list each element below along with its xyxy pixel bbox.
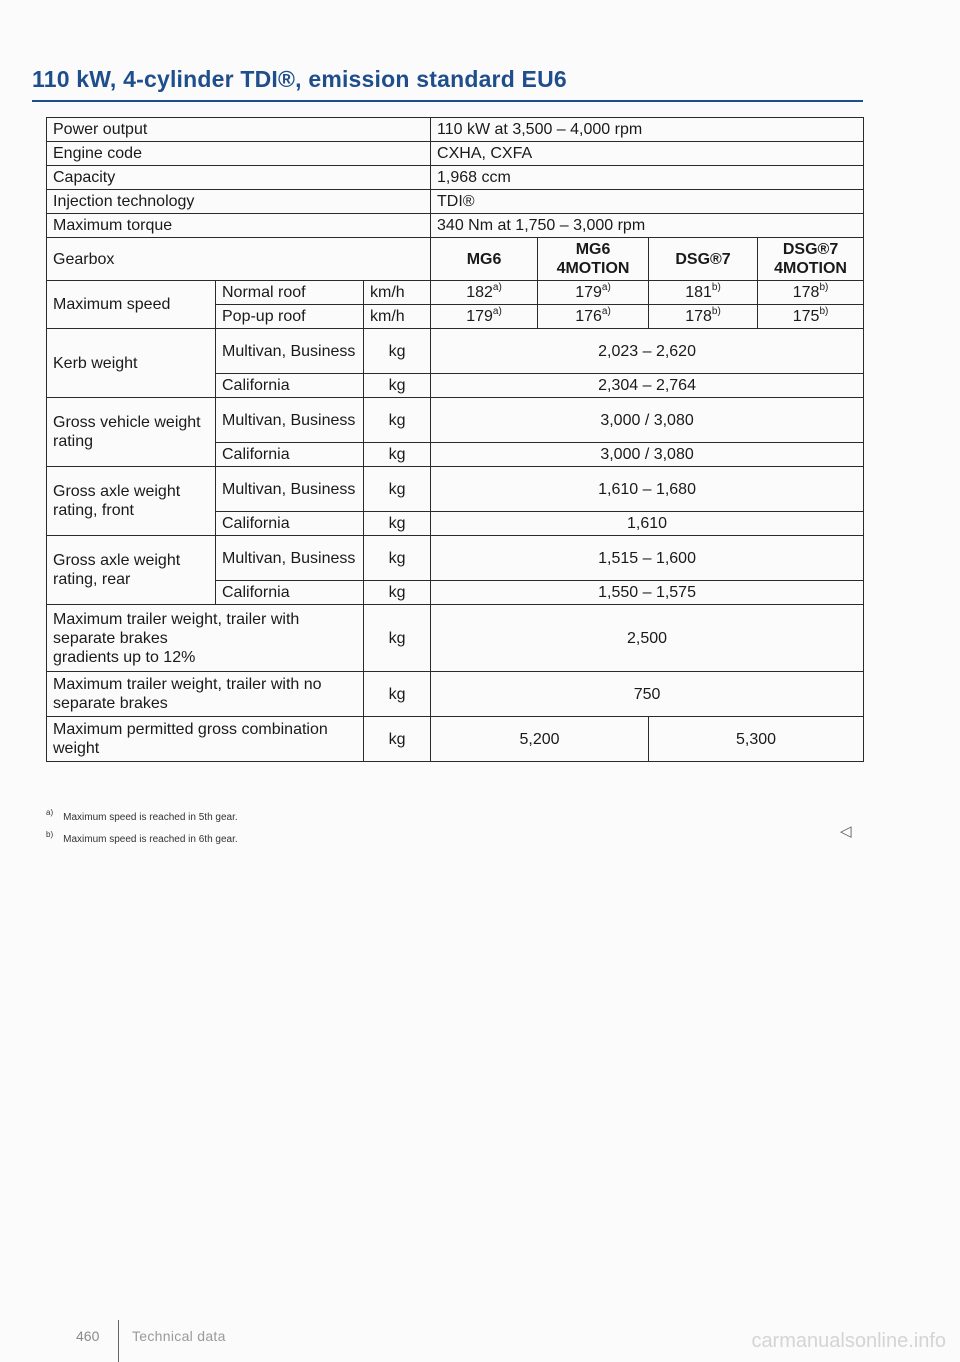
row-value: 340 Nm at 1,750 – 3,000 rpm (431, 214, 864, 238)
table-row (47, 190, 864, 214)
row-label: Maximum torque (47, 214, 431, 238)
speed-cell: 175$^{b)}$ (758, 305, 864, 329)
row-unit: kg (364, 374, 431, 398)
row-value: 110 kW at 3,500 – 4,000 rpm (431, 118, 864, 142)
row-unit: kg (364, 512, 431, 536)
row-unit: km/h (364, 305, 431, 329)
row-label: Capacity (47, 166, 431, 190)
speed-cell: 181$^{b)}$ (649, 281, 758, 305)
row-sublabel: Multivan, Business (216, 329, 364, 374)
table-row (47, 281, 864, 305)
row-sublabel: Multivan, Business (216, 398, 364, 443)
row-label: Maximum speed (47, 281, 216, 329)
table-row-gearbox (47, 238, 864, 281)
table-row (47, 398, 864, 443)
table-row (47, 214, 864, 238)
row-label: Gearbox (47, 238, 431, 281)
row-value: 3,000 / 3,080 (431, 443, 864, 467)
back-triangle-icon[interactable]: ◁ (840, 823, 852, 840)
title-rule (32, 100, 863, 102)
row-value: 2,304 – 2,764 (431, 374, 864, 398)
row-label: Gross vehicle weight rating (47, 398, 216, 467)
row-sublabel: Multivan, Business (216, 536, 364, 581)
row-value: 5,200 (431, 717, 649, 762)
row-value: 2,500 (431, 605, 864, 672)
table-row (47, 166, 864, 190)
table-row (47, 118, 864, 142)
footnote-b: $^{b)}$ Maximum speed is reached in 6th gear. (46, 829, 238, 845)
row-label: Maximum trailer weight, trailer with no separate brakes (47, 672, 364, 717)
row-unit: kg (364, 443, 431, 467)
watermark: carmanualsonline.info (751, 1330, 946, 1352)
row-label: Power output (47, 118, 431, 142)
row-unit: kg (364, 536, 431, 581)
speed-cell: 182$^{a)}$ (431, 281, 538, 305)
row-value: 1,515 – 1,600 (431, 536, 864, 581)
footnote-a: $^{a)}$ Maximum speed is reached in 5th gear. (46, 807, 238, 823)
row-label: Maximum permitted gross combination weight (47, 717, 364, 762)
section-name: Technical data (132, 1328, 226, 1344)
gearbox-col-1: MG6 (431, 238, 538, 281)
speed-cell: 176$^{a)}$ (538, 305, 649, 329)
row-sublabel: California (216, 581, 364, 605)
row-value: 1,610 (431, 512, 864, 536)
row-value: 1,610 – 1,680 (431, 467, 864, 512)
row-sublabel: Multivan, Business (216, 467, 364, 512)
speed-cell: 179$^{a)}$ (538, 281, 649, 305)
table-row (47, 536, 864, 581)
spec-table (46, 117, 864, 762)
table-row (47, 467, 864, 512)
row-unit: kg (364, 581, 431, 605)
row-unit: kg (364, 605, 431, 672)
row-sublabel: Pop-up roof (216, 305, 364, 329)
row-value: TDI® (431, 190, 864, 214)
row-unit: kg (364, 672, 431, 717)
row-label: Maximum trailer weight, trailer with separate brakes gradients up to 12% (47, 605, 364, 672)
row-label: Gross axle weight rating, rear (47, 536, 216, 605)
row-unit: kg (364, 329, 431, 374)
row-value: 5,300 (649, 717, 864, 762)
row-value: 1,968 ccm (431, 166, 864, 190)
table-row (47, 717, 864, 762)
row-unit: kg (364, 398, 431, 443)
row-label: Engine code (47, 142, 431, 166)
table-row (47, 605, 864, 672)
gearbox-col-4: DSG®7 4MOTION (758, 238, 864, 281)
row-sublabel: Normal roof (216, 281, 364, 305)
row-value: 2,023 – 2,620 (431, 329, 864, 374)
row-value: 3,000 / 3,080 (431, 398, 864, 443)
row-label: Kerb weight (47, 329, 216, 398)
page-number: 460 (76, 1328, 100, 1344)
row-sublabel: California (216, 374, 364, 398)
gearbox-col-3: DSG®7 (649, 238, 758, 281)
gearbox-col-2: MG6 4MOTION (538, 238, 649, 281)
footer-divider (118, 1320, 119, 1362)
row-unit: kg (364, 467, 431, 512)
speed-cell: 179$^{a)}$ (431, 305, 538, 329)
speed-cell: 178$^{b)}$ (649, 305, 758, 329)
row-sublabel: California (216, 443, 364, 467)
row-sublabel: California (216, 512, 364, 536)
row-label: Gross axle weight rating, front (47, 467, 216, 536)
row-value: 1,550 – 1,575 (431, 581, 864, 605)
table-row (47, 142, 864, 166)
page-title: 110 kW, 4-cylinder TDI®, emission standard EU6 (32, 66, 567, 92)
row-label: Injection technology (47, 190, 431, 214)
row-unit: kg (364, 717, 431, 762)
table-row (47, 329, 864, 374)
row-value: CXHA, CXFA (431, 142, 864, 166)
table-row (47, 672, 864, 717)
speed-cell: 178$^{b)}$ (758, 281, 864, 305)
row-value: 750 (431, 672, 864, 717)
row-unit: km/h (364, 281, 431, 305)
